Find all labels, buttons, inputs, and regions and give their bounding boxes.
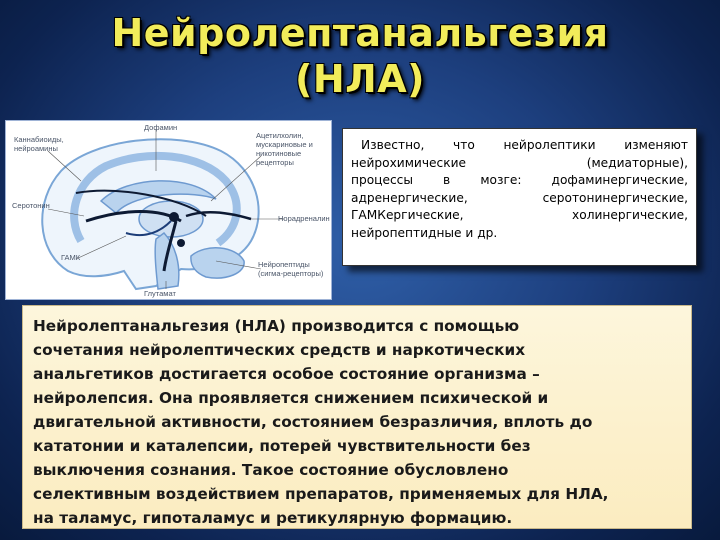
main-line: сочетания нейролептических средств и наркотических [33, 341, 526, 359]
label-noradrenaline: Норадреналин [278, 214, 330, 223]
label-cannabinoids: Каннабиоиды, нейроамины [14, 135, 64, 153]
main-line: анальгетиков достигается особое состояние организма – [33, 365, 540, 383]
title-line-2: (НЛА) [294, 57, 425, 101]
main-line: двигательной активности, состоянием безразличия, вплоть до [33, 413, 593, 431]
main-line: кататонии и каталепсии, потерей чувствительности без [33, 437, 531, 455]
label-neuropeptides: Нейропептиды (сигма-рецепторы) [258, 260, 324, 278]
label-acetylcholine: Ацетилхолин, мускариновые и никотиновые рецепторы [256, 131, 313, 167]
info-line: ГАМКергические, холинергические, [351, 208, 688, 223]
brain-diagram [5, 120, 332, 300]
info-line: процессы в мозге: дофаминергические, [351, 173, 688, 188]
node-center [169, 212, 179, 222]
cerebellum [191, 248, 244, 278]
info-box [342, 128, 697, 266]
info-line: адренергические, серотонинергические, [351, 190, 688, 205]
title-line-1: Нейролептанальгезия [111, 11, 609, 55]
label-dopamine: Дофамин [144, 123, 178, 132]
label-serotonin: Серотонин [12, 201, 50, 210]
info-line: нейрохимические (медиаторные), [351, 155, 688, 170]
label-glutamate: Глутамат [144, 289, 176, 298]
main-text-box [22, 305, 692, 529]
info-line: Известно, что нейролептики изменяют [361, 138, 688, 152]
label-gaba: ГАМК [61, 253, 81, 262]
main-line: выключения сознания. Такое состояние обусловлено [33, 461, 509, 479]
main-line: селективным воздействием препаратов, применяемых для НЛА, [33, 485, 609, 503]
node-lower [177, 239, 185, 247]
info-line: нейропептидные и др. [351, 225, 498, 240]
main-line: Нейролептанальгезия (НЛА) производится с помощью [33, 317, 520, 335]
slide-title [0, 10, 720, 102]
main-line: нейролепсия. Она проявляется снижением психической и [33, 389, 549, 407]
main-line: на таламус, гипоталамус и ретикулярную формацию. [33, 509, 513, 527]
